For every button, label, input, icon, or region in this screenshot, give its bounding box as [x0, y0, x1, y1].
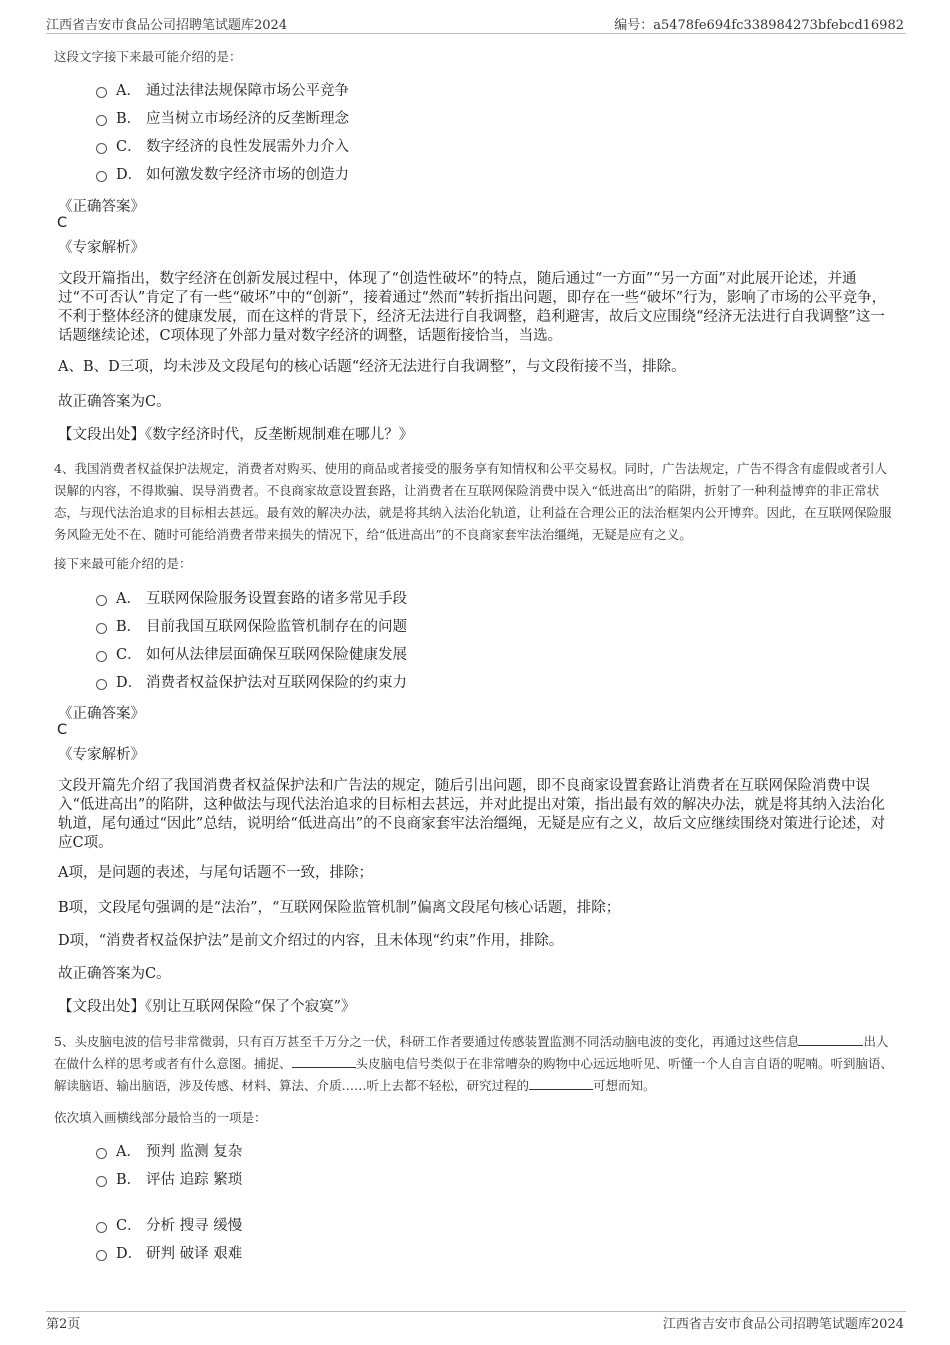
radio-icon[interactable] — [96, 1222, 107, 1233]
radio-icon[interactable] — [96, 171, 107, 182]
fill-blank-2 — [292, 1055, 356, 1068]
q3-analysis-label: 《专家解析》 — [58, 240, 145, 256]
fill-blank-1 — [799, 1033, 863, 1046]
q4-analysis-conclusion: 故正确答案为C。 — [58, 966, 171, 982]
q4-source: 【文段出处】《别让互联网保险“保了个寂寞”》 — [58, 999, 356, 1015]
header-title: 江西省吉安市食品公司招聘笔试题库2024 — [46, 18, 288, 33]
header-divider — [46, 33, 906, 34]
q4-option-b[interactable]: B． 目前我国互联网保险监管机制存在的问题 — [96, 617, 407, 637]
radio-icon[interactable] — [96, 1148, 107, 1159]
page-number: 第2页 — [46, 1317, 81, 1332]
q4-prompt: 接下来最可能介绍的是： — [54, 556, 192, 571]
q4-answer-label: 《正确答案》 — [58, 706, 145, 722]
q4-analysis-paragraph: 文段开篇先介绍了我国消费者权益保护法和广告法的规定，随后引出问题，即不良商家设置套路让消费者在互联网保险消费中误入“低进高出”的陷阱，这种做法与现代法治追求的目标相去甚远，并对此提出对策，指出最有效的解决办法，就是将其纳入法治化轨道，尾句通过“因此”总结，说明给“低进高出”的不良商家套牢法治缰绳，无疑是应有之义，故后文应继续围绕对策进行论述，对应C项。 — [58, 778, 886, 851]
radio-icon[interactable] — [96, 1250, 107, 1261]
fill-blank-3 — [529, 1077, 593, 1090]
radio-icon[interactable] — [96, 595, 107, 606]
q5-option-b[interactable]: B． 评估 追踪 繁琐 — [96, 1170, 242, 1190]
radio-icon[interactable] — [96, 1176, 107, 1187]
q4-analysis-option-a: A项，是问题的表述，与尾句话题不一致，排除； — [58, 865, 373, 881]
q4-answer: C — [57, 722, 68, 738]
radio-icon[interactable] — [96, 143, 107, 154]
radio-icon[interactable] — [96, 115, 107, 126]
radio-icon[interactable] — [96, 87, 107, 98]
footer-divider — [46, 1311, 906, 1312]
q5-stem: 5、头皮脑电波的信号非常微弱，只有百万甚至千万分之一伏，科研工作者要通过传感装置监测不同活动脑电波的变化，再通过这些信息 出人在做什么样的思考或者有什么意图。捕捉、 头皮脑电信号类似于在非常嘈杂的购物中心远远地听见、听懂一个人自言自语的呢喃。听到脑语、解读脑语、输出脑语，涉及传感、材料、算法、介质……听上去都不轻松，研究过程的 可想而知。 — [54, 1034, 894, 1093]
q3-answer-label: 《正确答案》 — [58, 199, 145, 215]
page-header — [0, 0, 950, 36]
document-id: 编号：a5478fe694fc338984273bfebcd16982 — [614, 18, 904, 33]
q3-analysis-paragraph: 文段开篇指出，数字经济在创新发展过程中，体现了“创造性破坏”的特点，随后通过“一方面”“另一方面”对此展开论述，并通过“不可否认”肯定了有一些“破坏”中的“创新”，接着通过“然而”转折指出问题，即存在一些“破坏”行为，影响了市场的公平竞争，不利于整体经济的健康发展，而在这样的背景下，经济无法进行自我调整，趋利避害，故后文应围绕“经济无法进行自我调整”这一话题继续论述，C项体现了外部力量对数字经济的调整，话题衔接恰当，当选。 — [58, 271, 887, 344]
q3-option-b[interactable]: B． 应当树立市场经济的反垄断理念 — [96, 109, 349, 129]
q3-analysis-options: A、B、D三项，均未涉及文段尾句的核心话题“经济无法进行自我调整”，与文段衔接不当，排除。 — [58, 359, 686, 375]
radio-icon[interactable] — [96, 651, 107, 662]
q3-option-c[interactable]: C． 数字经济的良性发展需外力介入 — [96, 137, 349, 157]
q5-option-c[interactable]: C． 分析 搜寻 缓慢 — [96, 1216, 242, 1236]
q3-source: 【文段出处】《数字经济时代，反垄断规制难在哪儿？》 — [58, 427, 414, 443]
q3-answer: C — [57, 215, 68, 231]
q4-analysis-option-b: B项，文段尾句强调的是“法治”，“互联网保险监管机制”偏离文段尾句核心话题，排除； — [58, 900, 621, 916]
q3-option-a[interactable]: A． 通过法律法规保障市场公平竞争 — [96, 81, 349, 101]
radio-icon[interactable] — [96, 623, 107, 634]
q5-prompt: 依次填入画横线部分最恰当的一项是： — [54, 1110, 267, 1125]
q4-analysis-label: 《专家解析》 — [58, 747, 145, 763]
footer-title: 江西省吉安市食品公司招聘笔试题库2024 — [662, 1317, 904, 1332]
q3-analysis-conclusion: 故正确答案为C。 — [58, 394, 171, 410]
q4-option-a[interactable]: A． 互联网保险服务设置套路的诸多常见手段 — [96, 589, 407, 609]
q3-prompt: 这段文字接下来最可能介绍的是： — [54, 49, 242, 64]
q5-option-d[interactable]: D． 研判 破译 艰难 — [96, 1244, 242, 1264]
q4-analysis-option-d: D项，“消费者权益保护法”是前文介绍过的内容，且未体现“约束”作用，排除。 — [58, 933, 564, 949]
q4-option-d[interactable]: D． 消费者权益保护法对互联网保险的约束力 — [96, 673, 407, 693]
q4-stem: 4、我国消费者权益保护法规定，消费者对购买、使用的商品或者接受的服务享有知情权和公平交易权。同时，广告法规定，广告不得含有虚假或者引人误解的内容，不得欺骗、误导消费者。不良商家故意设置套路，让消费者在互联网保险消费中误入“低进高出”的陷阱，折射了一种利益博弈的非正常状态，与现代法治追求的目标相去甚远。最有效的解决办法，就是将其纳入法治化轨道，让利益在合理公正的法治框架内公开博弈。因此，在互联网保险服务风险无处不在、随时可能给消费者带来损失的情况下，给“低进高出”的不良商家套牢法治缰绳，无疑是应有之义。 — [54, 461, 892, 542]
radio-icon[interactable] — [96, 679, 107, 690]
q5-option-a[interactable]: A． 预判 监测 复杂 — [96, 1142, 242, 1162]
q3-option-d[interactable]: D． 如何激发数字经济市场的创造力 — [96, 165, 349, 185]
q4-option-c[interactable]: C． 如何从法律层面确保互联网保险健康发展 — [96, 645, 407, 665]
